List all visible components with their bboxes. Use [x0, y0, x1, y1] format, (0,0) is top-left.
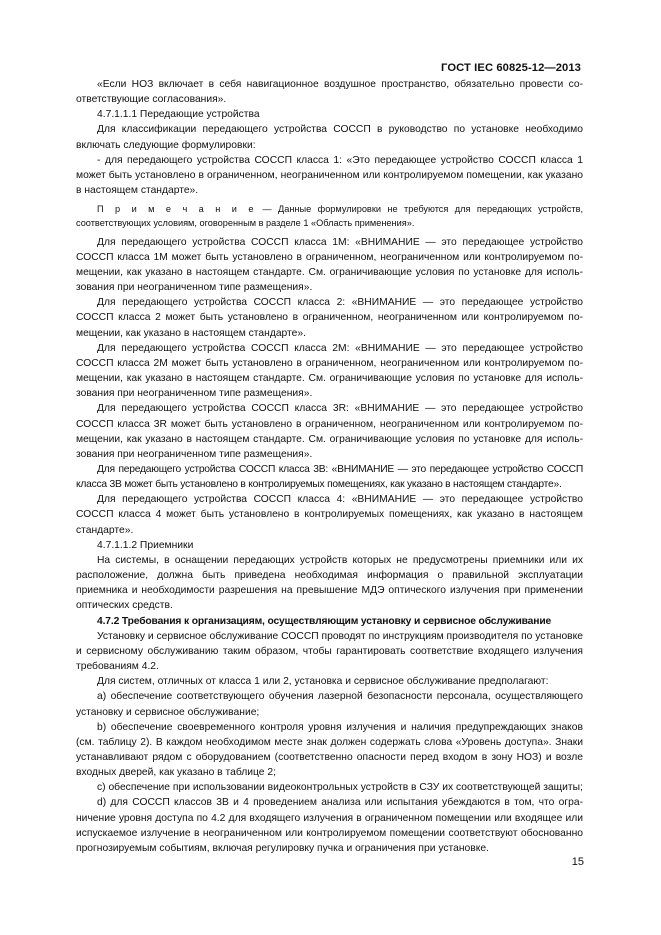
note	[76, 202, 583, 230]
list-item: с) обеспечение при использовании видеоконтрольных устройств в СЗУ их соответствующей защиты;	[97, 782, 583, 794]
list-item: b) обеспечение своевременного контроля уровня излучения и наличия предупреждающих знаков (см. таблицу 2). В каждом необходимом месте знак должен содержать слова «Уровень доступа». Знаки устанавливают рядом с оборудованием (соответственно опасности перед входом в зону НОЗ) и возле входных дверей, как указано в таблице 2;	[76, 721, 583, 779]
paragraph: Для систем, отличных от класса 1 или 2, установка и сервисное обслуживание предполагают:	[97, 676, 549, 688]
paragraph: «Если НОЗ включает в себя навигационное воздушное пространство, обязательно провести соответствующие согласования».	[76, 79, 583, 106]
list-item: d) для СОССП классов 3В и 4 проведением анализа или испытания убеждаются в том, что ограничение уровня доступа по 4.2 для входящего излучения в ограниченном помещении или входящее или испускаемое излучение в неограниченном или контролируемом помещении соответствуют обоснованно прогнозируемым событиям, включая регулировку пучка и ограничения при установке.	[76, 797, 583, 854]
subsection-heading: 4.7.1.1.1 Передающие устройства	[97, 109, 260, 121]
list-item: а) обеспечение соответствующего обучения лазерной безопасности персонала, осуществляющего установку и сервисное обслуживание;	[76, 691, 583, 718]
subsection-heading: 4.7.1.1.2 Приемники	[97, 539, 194, 551]
document-header: ГОСТ IEC 60825-12—2013	[441, 62, 581, 74]
section-heading: 4.7.2 Требования к организациям, осуществляющим установку и сервисное обслуживание	[97, 615, 552, 627]
document-body	[76, 77, 583, 856]
paragraph: Для передающего устройства СОССП класса 3В: «ВНИМАНИЕ — это передающее устройство СОССП класса 3В может быть установлено в контролируемых помещениях, как указано в настоящем стандарте».	[76, 464, 583, 491]
paragraph: Для передающего устройства СОССП класса 2М: «ВНИМАНИЕ — это передающее устройство СОССП класса 2М может быть установлено в ограниченном, неограниченном или контролируемом помещении, как указано в настоящем стандарте. См. ограничивающие условия по установке для использования при неограниченном типе размещения».	[76, 342, 583, 400]
paragraph: Для передающего устройства СОССП класса 3R: «ВНИМАНИЕ — это передающее устройство СОССП класса 3R может быть установлено в ограниченном, неограниченном или контролируемом помещении, как указано в настоящем стандарте. См. ограничивающие условия по установке для использования при неограниченном типе размещения».	[76, 403, 583, 460]
page-number: 15	[571, 856, 584, 868]
paragraph: Для передающего устройства СОССП класса 2: «ВНИМАНИЕ — это передающее устройство СОССП класса 2 может быть установлено в ограниченном, неограниченном или контролируемом помещении, как указано в настоящем стандарте».	[76, 297, 583, 339]
paragraph: На системы, в оснащении передающих устройств которых не предусмотрены приемники или их расположение, должна быть приведена необходимая информация о правильной эксплуатации приемника и необходимости разрешения на превышение МДЭ оптического излучения при применении оптических средств.	[76, 554, 583, 612]
paragraph: Для классификации передающего устройства СОССП в руководство по установке необходимо включать следующие формулировки:	[76, 124, 583, 151]
paragraph: Установку и сервисное обслуживание СОССП проводят по инструкциям производителя по установке и сервисному обслуживанию таким образом, чтобы гарантировать соответствие входящего излучения требованиям 4.2.	[76, 630, 583, 673]
paragraph: Для передающего устройства СОССП класса 4: «ВНИМАНИЕ — это передающее устройство СОССП класса 4 может быть установлено в контролируемых помещениях, как указано в настоящем стандарте».	[76, 494, 583, 536]
note-text: — Данные формулировки не требуются для передающих устройств, соответствующих условиям, оговоренным в разделе 1 «Область применения».	[76, 204, 583, 229]
paragraph: Для передающего устройства СОССП класса 1М: «ВНИМАНИЕ — это передающее устройство СОССП класса 1М может быть установлено в ограниченном, неограниченном или контролируемом помещении, как указано в настоящем стандарте. См. ограничивающие условия по установке для использования при неограниченном типе размещения».	[76, 236, 583, 294]
list-item: - для передающего устройства СОССП класса 1: «Это передающее устройство СОССП класса 1 может быть установлено в ограниченном, неограниченном или контролируемом помещении, как указано в настоящем стандарте».	[76, 154, 583, 197]
note-label: П р и м е ч а н и е	[97, 204, 256, 215]
